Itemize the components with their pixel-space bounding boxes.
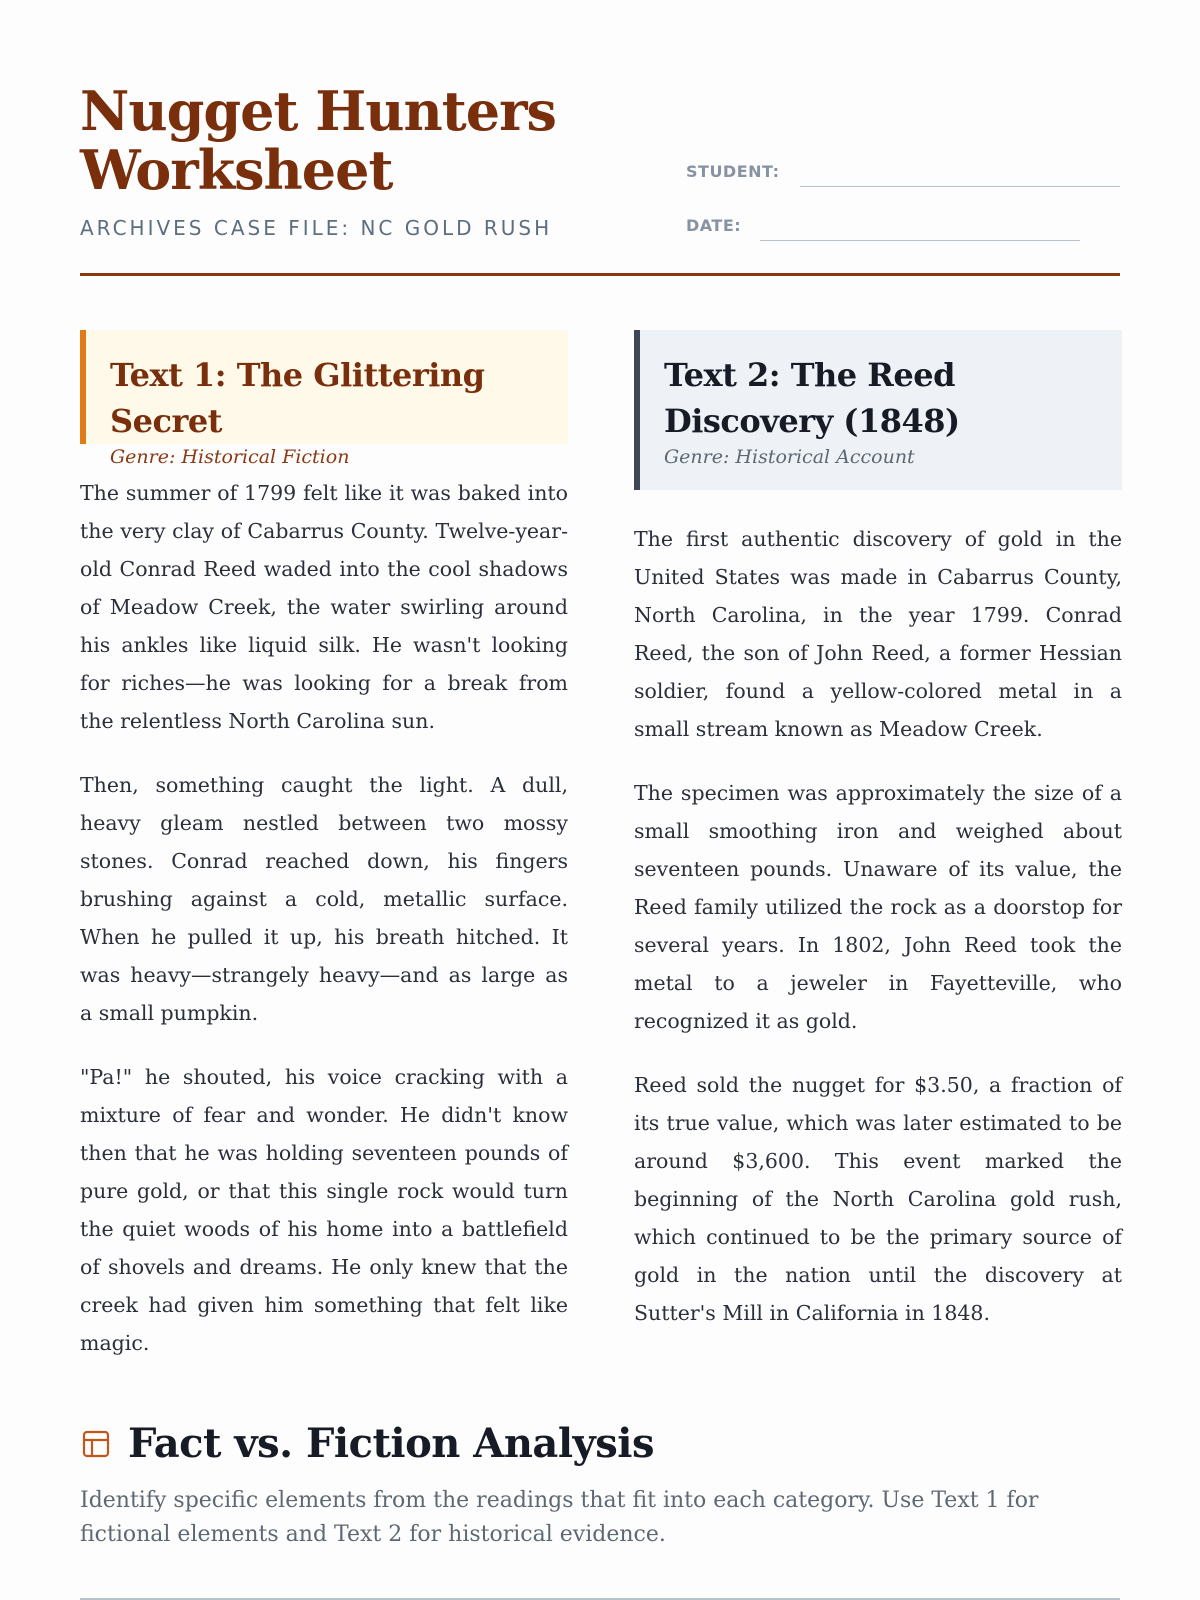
text-2-genre: Genre: Historical Account: [664, 446, 915, 468]
student-label: STUDENT:: [686, 162, 780, 181]
text-1-body: [80, 474, 568, 1362]
table-icon: [82, 1430, 110, 1458]
text-1-paragraph: "Pa!" he shouted, his voice cracking with a mixture of fear and wonder. He didn't know then that he was holding seventeen pounds of pure gold, or that this single rock would turn the quiet woods of his home into a battlefield of shovels and dreams. He only knew that the creek had given him something that felt like magic.: [80, 1065, 568, 1355]
text-2-column: [634, 330, 1122, 1358]
text-2-paragraph: Reed sold the nugget for $3.50, a fraction of its true value, which was later estimated to be around $3,600. This event marked the beginning of the North Carolina gold rush, which continued to be the primary source of gold in the nation until the discovery at Sutter's Mill in California in 1848.: [634, 1073, 1122, 1325]
analysis-heading: [80, 1416, 1120, 1476]
text-2-card: [634, 330, 1122, 490]
date-input-line[interactable]: [760, 240, 1080, 241]
text-2-paragraph: The specimen was approximately the size of a small smoothing iron and weighed about seventeen pounds. Unaware of its value, the Reed family utilized the rock as a doorstop for several years. In 1802, John Reed took the metal to a jeweler in Fayetteville, who recognized it as gold.: [634, 781, 1122, 1033]
student-input-line[interactable]: [800, 186, 1120, 187]
date-label: DATE:: [686, 216, 742, 235]
worksheet-header: [80, 79, 1120, 276]
student-field: [686, 162, 1120, 190]
text-2-title: Text 2: The Reed Discovery (1848): [664, 356, 960, 440]
text-1-title: Text 1: The Glittering Secret: [110, 356, 485, 440]
text-1-card: [80, 330, 568, 468]
analysis-description: Identify specific elements from the readings that fit into each category. Use Text 1 for fictional elements and Text 2 for historical evidence.: [80, 1488, 1039, 1547]
date-field: [686, 216, 1080, 244]
text-2-paragraph: The first authentic discovery of gold in the United States was made in Cabarrus County, North Carolina, in the year 1799. Conrad Reed, the son of John Reed, a former Hessian soldier, found a yellow-colored metal in a small stream known as Meadow Creek.: [634, 527, 1122, 741]
text-1-paragraph: The summer of 1799 felt like it was baked into the very clay of Cabarrus County. Twelve-year-old Conrad Reed waded into the cool shadows of Meadow Creek, the water swirling around his ankles like liquid silk. He wasn't looking for riches—he was looking for a break from the relentless North Carolina sun.: [80, 481, 568, 733]
text-1-paragraph: Then, something caught the light. A dull, heavy gleam nestled between two mossy stones. Conrad reached down, his fingers brushing against a cold, metallic surface. When he pulled it up, his breath hitched. It was heavy—strangely heavy—and as large as a small pumpkin.: [80, 773, 568, 1025]
analysis-title: Fact vs. Fiction Analysis: [128, 1420, 655, 1467]
text-1-column: [80, 330, 568, 1388]
worksheet-page: [80, 0, 1120, 1600]
text-1-genre: Genre: Historical Fiction: [110, 446, 350, 468]
analysis-section: [80, 1416, 1120, 1547]
page-title: Nugget Hunters Worksheet: [80, 79, 556, 202]
case-file-subtitle: ARCHIVES CASE FILE: NC GOLD RUSH: [80, 216, 553, 240]
text-2-body: [634, 520, 1122, 1332]
